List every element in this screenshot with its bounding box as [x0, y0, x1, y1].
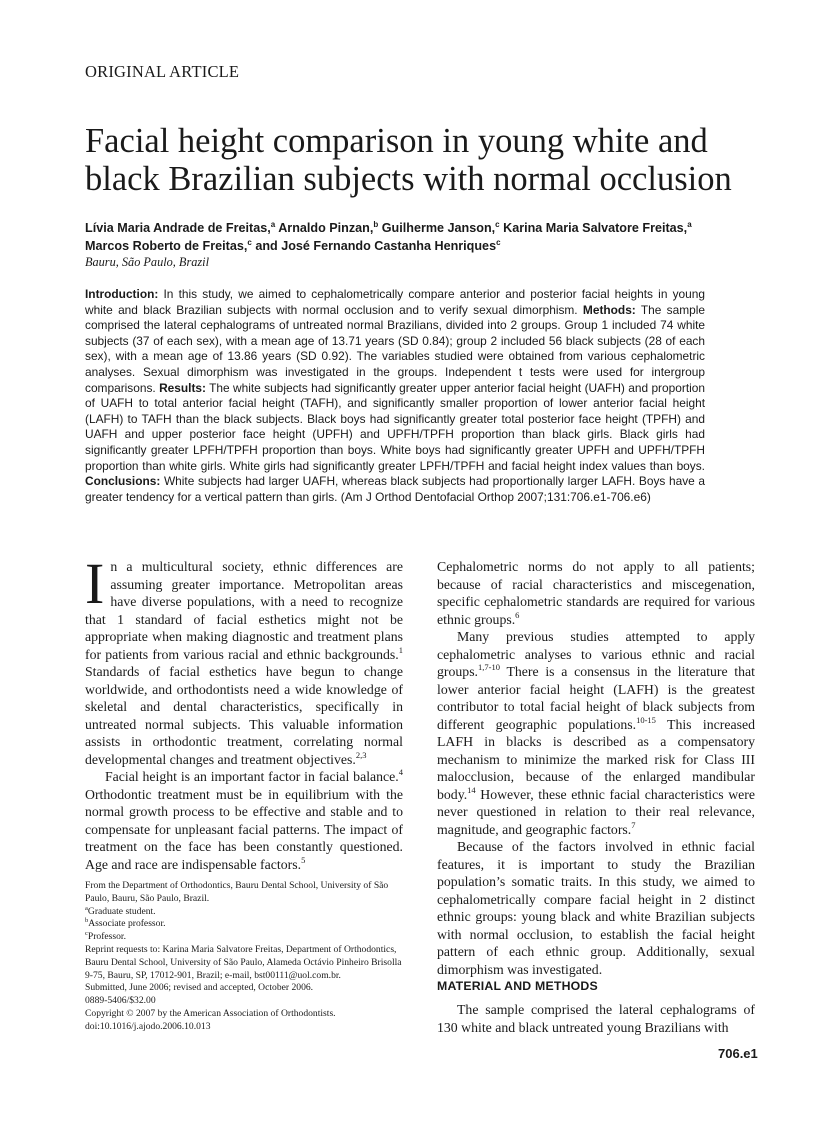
- footnote-text: Graduate student.: [87, 905, 156, 917]
- paragraph-text: The sample comprised the lateral cephalograms of 130 white and black untreated young Brazilians with: [437, 1002, 755, 1035]
- drop-cap: I: [85, 551, 105, 616]
- reference-mark: 1: [398, 644, 403, 655]
- body-paragraph: [85, 768, 403, 873]
- abstract-results-label: Results:: [159, 380, 207, 395]
- page-number: 706.e1: [718, 1046, 758, 1061]
- reference-mark: 14: [467, 784, 476, 795]
- body-paragraph: [437, 628, 755, 838]
- footnote-a: [85, 906, 403, 919]
- affiliation-mark: c: [247, 238, 252, 247]
- reference-mark: 1,7-10: [478, 662, 500, 672]
- footnote-submitted: Submitted, June 2006; revised and accepted, October 2006.: [85, 982, 314, 994]
- reference-mark: 5: [301, 854, 306, 865]
- body-column-left: [85, 551, 403, 873]
- reference-mark: 4: [398, 767, 403, 777]
- abstract-intro-label: Introduction:: [85, 287, 159, 301]
- affiliation-mark: c: [496, 238, 501, 247]
- author-name: and José Fernando Castanha Henriques: [255, 239, 497, 253]
- author-name: Guilherme Janson,: [381, 221, 496, 235]
- methods-paragraph: [437, 1001, 755, 1036]
- footnote-mark: a: [85, 904, 88, 912]
- intro-paragraph: [85, 551, 403, 768]
- footnote-b: [85, 918, 403, 931]
- footnote-text: Associate professor.: [88, 918, 166, 930]
- author-name: Karina Maria Salvatore Freitas,: [503, 221, 688, 235]
- section-label: ORIGINAL ARTICLE: [85, 62, 240, 81]
- abstract-conclusions-label: Conclusions:: [85, 474, 161, 489]
- abstract-conclusions-text: White subjects had larger UAFH, whereas black subjects had proportionally larger LAFH. Boys have a greater tendency for a vertical pattern than girls. (Am J Orthod Dentofacial Orthop 2007;131:706.e1-706.e6): [85, 474, 705, 504]
- body-column-right: [437, 558, 755, 978]
- paragraph-text: However, these ethnic facial characteristics were never questioned in relation to their real relevance, magnitude, and geographic factors.: [437, 786, 755, 837]
- abstract-methods-label: Methods:: [582, 302, 636, 317]
- reference-mark: 10-15: [636, 714, 656, 725]
- affiliation-mark: b: [373, 220, 379, 229]
- paragraph-text: There is a consensus in the literature that lower anterior facial height (LAFH) is the greatest contributor to total facial height of black subjects from different geographic populations.: [437, 664, 755, 732]
- footnote-mark: c: [85, 930, 88, 938]
- author-name: Marcos Roberto de Freitas,: [85, 239, 248, 253]
- footnote-doi: doi:10.1016/j.ajodo.2006.10.013: [85, 1020, 211, 1032]
- abstract-methods-text: The sample comprised the lateral cephalograms of untreated normal Brazilians, divided into 2 groups. Group 1 included 74 white subjects (37 of each sex), with a mean age of 13.71 years (SD 0.84); group 2 included 56 black subjects (28 of each sex), with a mean age of 13.86 years (SD 0.92). The variables studied were obtained from various cephalometric analyses. Sexual dimorphism was investigated in the groups. Independent t tests were used for intergroup comparisons.: [85, 302, 705, 395]
- affiliation-mark: a: [270, 220, 276, 229]
- paragraph-text: Standards of facial esthetics have begun to change worldwide, and orthodontists need a wide knowledge of skeletal and dental characteristics, specifically in untreated normal subjects. This valuable information assists in orthodontic treatment, correlating normal developmental changes and treatment objectives.: [85, 664, 403, 767]
- reference-mark: 6: [515, 609, 520, 620]
- abstract-intro-text: In this study, we aimed to cephalometrically compare anterior and posterior facial heights in young white and black Brazilian subjects with normal occlusion and to verify sexual dimorphism.: [85, 287, 706, 317]
- section-heading-methods: MATERIAL AND METHODS: [437, 979, 598, 993]
- abstract-results-text: The white subjects had significantly greater upper anterior facial height (UAFH) and proportion of UAFH to total anterior facial height (TAFH), and significantly smaller proportion of lower anterior facial height (LAFH) to TAFH than the black subjects. Black boys had significantly greater total posterior face height (TPFH) and UAFH and upper posterior face height (UPFH) and UPFH/TPFH proportion than black girls. Black girls had significantly greater LPFH/TPFH proportion than boys. White boys had significantly greater UPFH and UPFH/TPFH proportion than white girls. White girls had significantly greater LPFH/TPFH and facial height index values than boys.: [85, 380, 705, 473]
- paragraph-text: Cephalometric norms do not apply to all patients; because of racial characteristics and miscegenation, specific cephalometric standards are required for various ethnic groups.: [437, 559, 755, 627]
- footnote-text: Professor.: [87, 931, 126, 943]
- affiliation-mark: c: [495, 220, 500, 229]
- affiliation-mark: a: [687, 220, 692, 229]
- reference-mark: 2,3: [355, 749, 367, 760]
- footnotes: [85, 880, 403, 1034]
- body-paragraph: Because of the factors involved in ethnic facial features, it is important to study the Brazilian population’s somatic traits. In this study, we aimed to cephalometrically compare facial height in 2 distinct ethnic groups: young black and white Brazilian subjects with normal occlusion, to establish the facial height pattern of each ethnic group. Additionally, sexual dimorphism was investigated.: [437, 839, 755, 977]
- footnote-c: [85, 931, 403, 944]
- paragraph-text: Orthodontic treatment must be in equilibrium with the normal growth process to be effective and stable and to compensate for unpleasant facial patterns. The impact of treatment on the face has been constantly questioned. Age and race are indispensable factors.: [85, 786, 403, 872]
- article-title: Facial height comparison in young white and black Brazilian subjects with normal occlusion: [85, 122, 732, 198]
- author-location: Bauru, São Paulo, Brazil: [85, 255, 209, 269]
- paragraph-text: Many previous studies attempted to apply cephalometric analyses to various ethnic and racial groups.: [437, 629, 755, 679]
- reference-mark: 7: [631, 819, 636, 830]
- paragraph-text: This increased LAFH in blacks is described as a compensatory mechanism to minimize the marked risk for Class III malocclusion, because of the enlarged mandibular body.: [437, 716, 755, 802]
- abstract: [85, 287, 705, 505]
- author-name: Lívia Maria Andrade de Freitas,: [85, 221, 271, 235]
- footnote-mark: b: [85, 917, 89, 925]
- paragraph-text: Facial height is an important factor in facial balance.: [105, 769, 399, 784]
- author-name: Arnaldo Pinzan,: [278, 221, 374, 235]
- footnote-price: 0889-5406/$32.00: [85, 995, 156, 1007]
- footnote-copyright: Copyright © 2007 by the American Association of Orthodontists.: [85, 1007, 336, 1019]
- footnote-reprint: Reprint requests to: Karina Maria Salvatore Freitas, Department of Orthodontics, Bauru Dental School, University of São Paulo, Alameda Octávio Pinheiro Brisolla 9-75, Bauru, SP, 17012-901, Brazil; e-mail, bst00111@uol.com.br.: [85, 943, 402, 981]
- author-list: [85, 219, 765, 255]
- footnote-department: From the Department of Orthodontics, Bauru Dental School, University of São Paulo, Bauru, São Paulo, Brazil.: [85, 880, 389, 904]
- paragraph-text: n a multicultural society, ethnic differences are assuming greater importance. Metropolitan areas have diverse populations, with a need to recognize that 1 standard of facial esthetics might not be appropriate when making diagnostic and treatment plans for patients from various racial and ethnic backgrounds.: [85, 559, 403, 662]
- body-paragraph: [437, 558, 755, 628]
